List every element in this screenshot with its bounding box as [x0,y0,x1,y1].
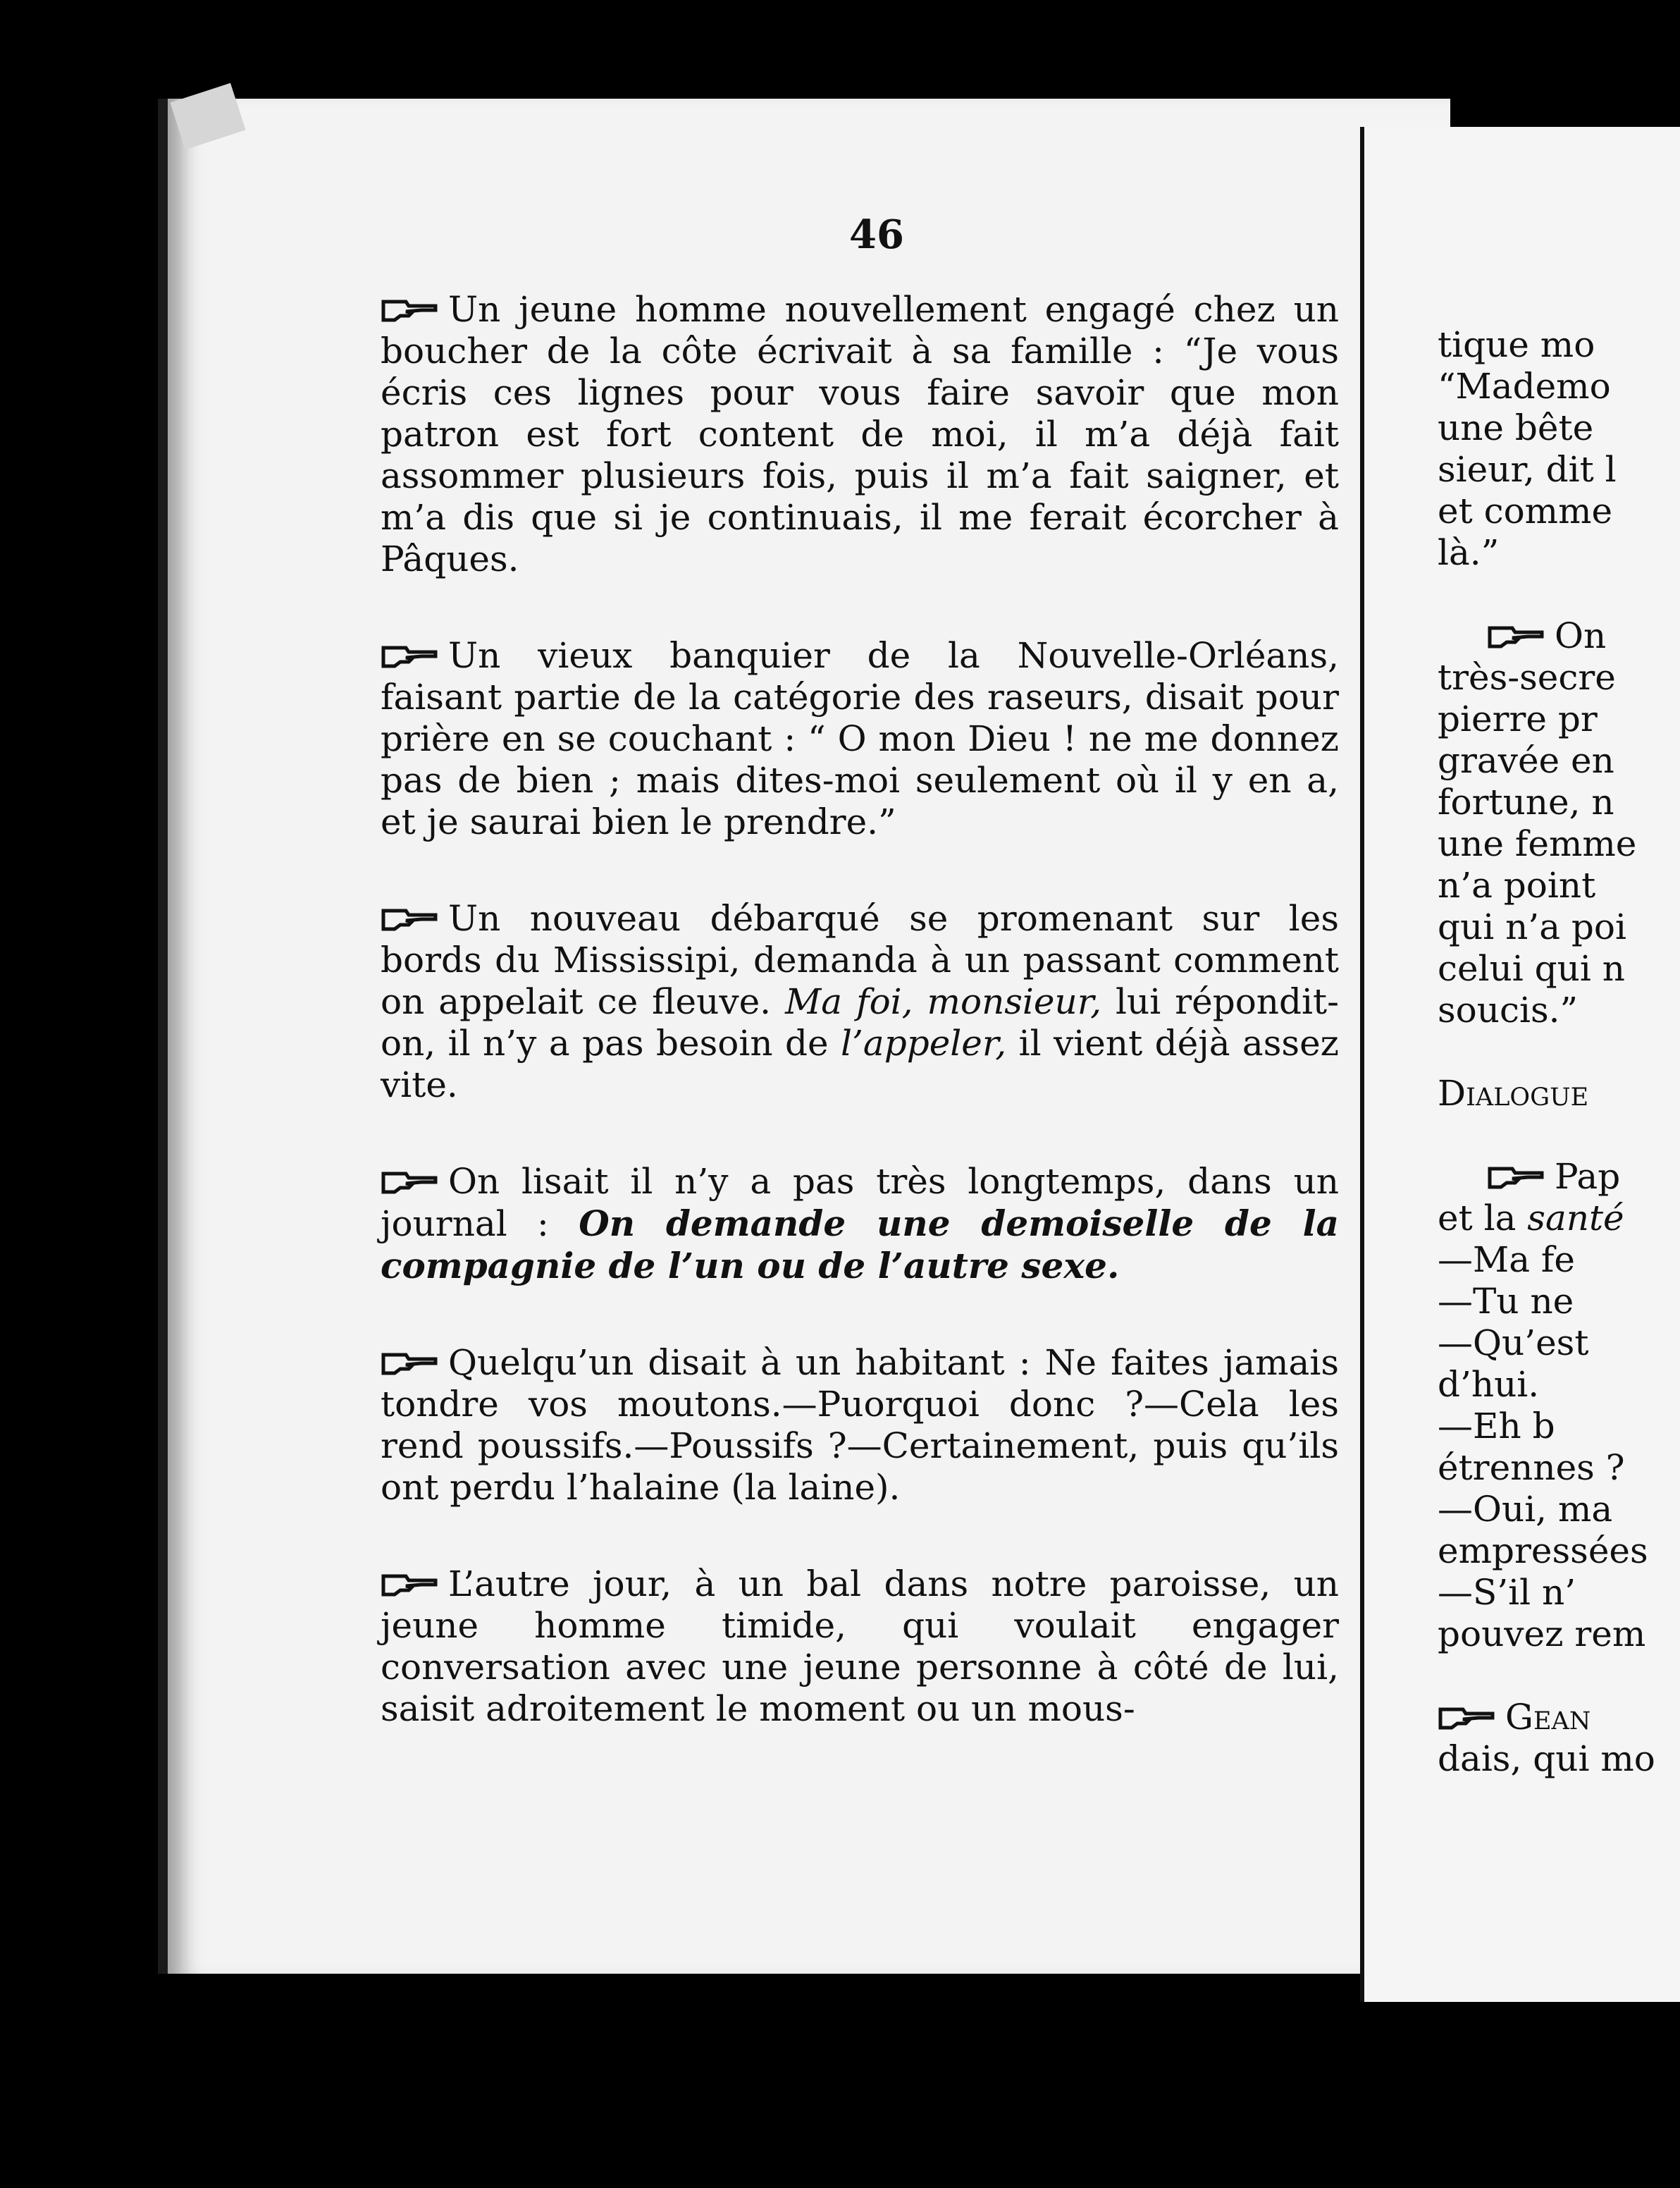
text-line: “Mademo [1438,366,1611,407]
section-heading: Dialogue [1438,1073,1589,1114]
text-line: —Eh b [1438,1406,1555,1446]
pointing-hand-icon [381,1164,438,1192]
text-line: gravée en [1438,740,1614,781]
left-column-text [381,289,1339,1785]
text-line: celui qui n [1438,948,1625,989]
anecdote-2: Un vieux banquier de la Nouvelle-Orléans, faisant partie de la catégorie des raseurs, disait pour prière en se couchant : “ O mon Dieu ! ne me donnez pas de bien ; mais dites-moi seulement où il y en a, et je saurai bien le prendre.” [381,635,1339,842]
text-line: n’a point [1438,865,1596,906]
text-line: et la santé [1438,1198,1624,1239]
text-line: pouvez rem [1438,1614,1646,1654]
text-line: sieur, dit l [1438,449,1617,490]
text-line: tique mo [1438,324,1595,365]
text-line: —Tu ne [1438,1281,1574,1322]
pointing-hand-icon [1438,1700,1495,1728]
pointing-hand-icon [381,1345,438,1373]
pointing-hand-icon [1487,1159,1545,1187]
text-line: soucis.” [1438,990,1579,1031]
text-line: très-secre [1438,657,1616,698]
right-column-text [1438,324,1677,1780]
text-line: empressées [1438,1530,1648,1571]
text-line: fortune, n [1438,782,1614,823]
anecdote-1: Un jeune homme nouvellement engagé chez un boucher de la côte écrivait à sa famille : “Je vous écris ces lignes pour vous faire savoir que mon patron est fort content de moi, il m’a déjà fait assommer plusieurs fois, puis il m’a fait saigner, et m’a dis que si je continuais, il me ferait écorcher à Pâques. [381,289,1339,579]
anecdote-3: Un nouveau débarqué se promenant sur les bords du Mississipi, demanda à un passant comment on appelait ce fleuve. Ma foi, monsieur, lui répondit-on, il n’y a pas besoin de l’appeler, il vient déjà assez vite. [381,898,1339,1105]
page-number: 46 [849,211,904,258]
text-line: —S’il n’ [1438,1572,1576,1613]
pointing-hand-icon [381,901,438,929]
text-line: d’hui. [1438,1364,1540,1405]
text-line: Gean [1438,1697,1677,1738]
text-line: une femme [1438,823,1637,864]
text-line: —Oui, ma [1438,1489,1613,1530]
text-line: Pap [1438,1156,1677,1198]
anecdote-4: On lisait il n’y a pas très longtemps, dans un journal : On demande une demoiselle de la compagnie de l’un ou de l’autre sexe. [381,1161,1339,1286]
text-line: là.” [1438,532,1500,573]
anecdote-5: Quelqu’un disait à un habitant : Ne faites jamais tondre vos moutons.—Puorquoi donc ?—Cela les rend poussifs.—Poussifs ?—Certainement, puis qu’ils ont perdu l’halaine (la laine). [381,1342,1339,1508]
text-line: et comme [1438,491,1613,531]
text-line: qui n’a poi [1438,906,1626,947]
text-line: pierre pr [1438,699,1598,739]
text-line: —Ma fe [1438,1239,1575,1280]
text-line: dais, qui mo [1438,1738,1655,1779]
pointing-hand-icon [1487,618,1545,646]
pointing-hand-icon [381,1566,438,1594]
text-line: —Qu’est [1438,1322,1589,1363]
anecdote-6: L’autre jour, à un bal dans notre paroisse, un jeune homme timide, qui voulait engager conversation avec une jeune personne à côté de lui, saisit adroitement le moment ou un mous- [381,1563,1339,1729]
pointing-hand-icon [381,292,438,320]
text-line: étrennes ? [1438,1447,1625,1488]
text-line: On [1438,615,1677,657]
pointing-hand-icon [381,638,438,666]
text-line: une bête [1438,407,1594,448]
